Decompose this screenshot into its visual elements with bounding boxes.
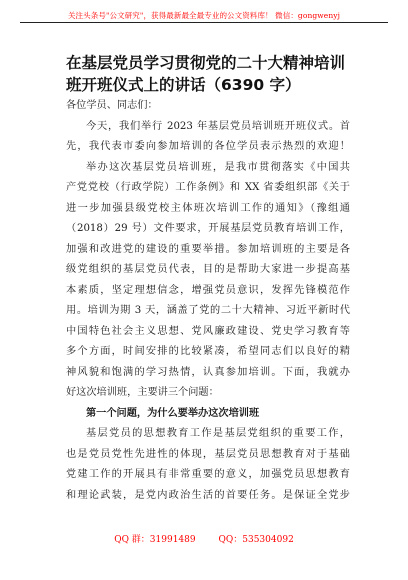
body-line: 本素质，坚定理想信念，增强党员意识，发挥先锋模范作 bbox=[66, 284, 350, 296]
title-line-1: 在基层党员学习贯彻党的二十大精神培训 bbox=[66, 54, 346, 72]
document-body bbox=[66, 96, 350, 506]
salutation: 各位学员、同志们： bbox=[66, 100, 158, 111]
body-line: （2018）29 号）文件要求，开展基层党员教育培训工作， bbox=[66, 223, 350, 234]
header-banner: 关注头条号"公文研究"，获得最新最全最专业的公文资料库！ 微信：gongwenyj bbox=[67, 11, 341, 20]
title-line-2: 班开班仪式上的讲话（6390 字） bbox=[66, 76, 301, 94]
body-line: 先，我代表市委向参加培训的各位学员表示热烈的欢迎！ bbox=[66, 141, 350, 152]
body-line: 中国特色社会主义思想、党风廉政建设、党史学习教育等 bbox=[66, 325, 350, 337]
body-line: 产党党校（行政学院）工作条例》和 XX 省委组织部《关于 bbox=[66, 182, 350, 193]
body-line: 党建工作的开展具有非常重要的意义，加强党员思想教育 bbox=[66, 469, 350, 480]
body-line: 今天，我们举行 2023 年基层党员培训班开班仪式。首 bbox=[86, 120, 350, 132]
body-line: 加强和改进党的建设的重要举措。参加培训班的主要是各 bbox=[66, 243, 350, 255]
body-line: 也是党员党性先进性的体现，基层党员思想教育对于基础 bbox=[66, 448, 350, 460]
body-line: 举办这次基层党员培训班，是我市贯彻落实《中国共 bbox=[86, 161, 350, 173]
body-line: 级党组织的基层党员代表，目的是帮助大家进一步提高基 bbox=[66, 264, 350, 275]
body-line: 基层党员的思想教育工作是基层党组织的重要工作， bbox=[86, 428, 350, 439]
document-title bbox=[66, 52, 362, 96]
footer-qq: QQ：535304092 bbox=[218, 535, 294, 545]
body-line: 和理论武装，是党内政治生活的首要任务。是保证全党步 bbox=[66, 489, 350, 501]
body-line: 好这次培训班，主要讲三个问题： bbox=[66, 387, 219, 398]
body-line: 用。培训为期 3 天，涵盖了党的二十大精神、习近平新时代 bbox=[66, 305, 350, 316]
body-line: 进一步加强县级党校主体班次培训工作的通知》（豫组通 bbox=[66, 202, 350, 214]
body-line: 神风貌和饱满的学习热情，认真参加培训。下面，我就办 bbox=[66, 366, 350, 378]
header-divider bbox=[20, 22, 388, 23]
footer-qq-group: QQ 群：31991489 bbox=[114, 535, 196, 545]
body-line: 多个方面，时间安排的比较紧凑，希望同志们以良好的精 bbox=[66, 346, 350, 357]
footer-contact bbox=[0, 532, 408, 545]
section-heading: 第一个问题，为什么要举办这次培训班 bbox=[86, 407, 260, 419]
